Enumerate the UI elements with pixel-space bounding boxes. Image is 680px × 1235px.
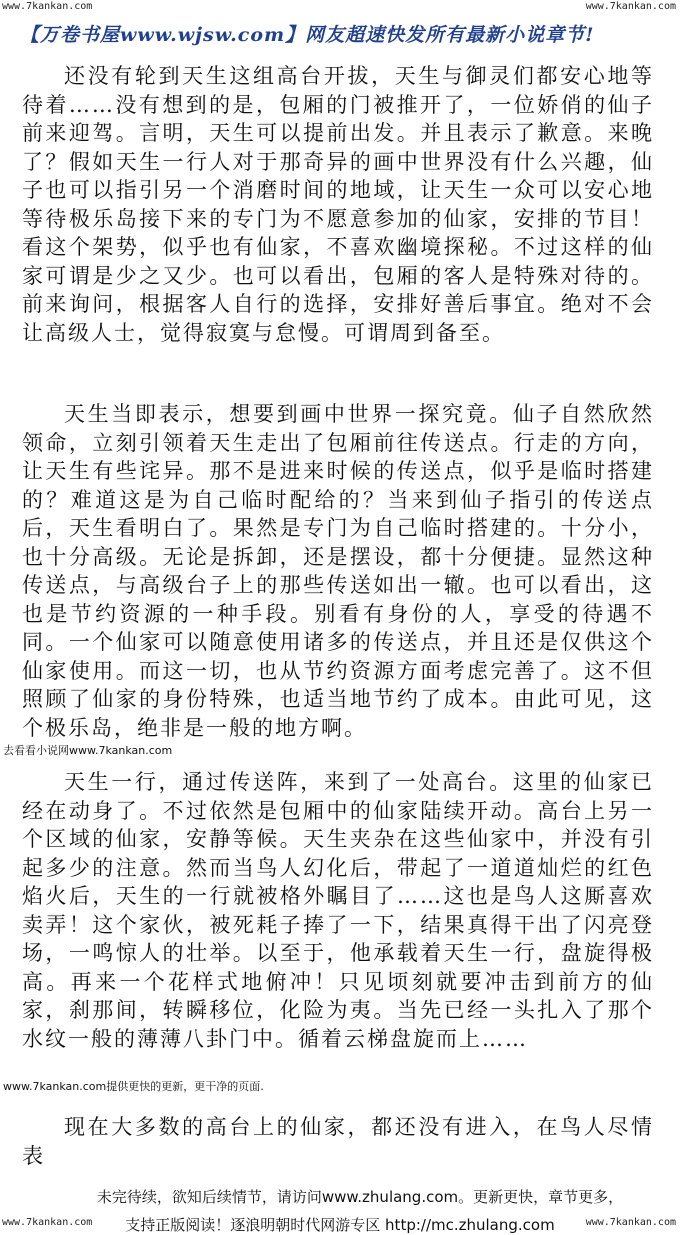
paragraph-2: 天生当即表示，想要到画中世界一探究竟。仙子自然欣然领命，立刻引领着天生走出了包厢前往传送点。行走的方向，让天生有些诧异。那不是进来时候的传送点，似乎是临时搭建的？难道这是为自己临时配给的？当来到仙子指引的传送点后，天生看明白了。果然是专门为自己临时搭建的。十分小，也十分高级。无论是拆卸，还是摆设，都十分便捷。显然这种传送点，与高级台子上的那些传送如出一辙。也可以看出，这也是节约资源的一种手段。别看有身份的人，享受的待遇不同。一个仙家可以随意使用诸多的传送点，并且还是仅供这个仙家使用。而这一切，也从节约资源方面考虑完善了。这不但照顾了仙家的身份特殊，也适当地节约了成本。由此可见，这个极乐岛，绝非是一般的地方啊。: [22, 402, 654, 740]
site-banner: 【万卷书屋www.wjsw.com】网友超速快发所有最新小说章节!: [20, 24, 595, 46]
footer-continue-note: 未完待续，欲知后续情节，请访问www.zhulang.com。更新更快，章节更多，: [96, 1188, 624, 1206]
paragraph-3: 天生一行，通过传送阵，来到了一处高台。这里的仙家已经在动身了。不过依然是包厢中的仙家陆续开动。高台上另一个区域的仙家，安静等候。天生夹杂在这些仙家中，并没有引起多少的注意。然而当鸟人幻化后，带起了一道道灿烂的红色焰火后，天生的一行就被格外瞩目了……这也是鸟人这厮喜欢卖弄！这个家伙，被死耗子捧了一下，结果真得干出了闪亮登场，一鸣惊人的壮举。以至于，他承载着天生一行，盘旋得极高。再来一个花样式地俯冲！只见顷刻就要冲击到前方的仙家，刹那间，转瞬移位，化险为夷。当先已经一头扎入了那个水纹一般的薄薄八卦门中。循着云梯盘旋而上……: [22, 770, 654, 1051]
watermark-bottom-right: www.7kankan.com: [585, 1217, 676, 1228]
paragraph-4: 现在大多数的高台上的仙家，都还没有进入，在鸟人尽情表: [22, 1115, 654, 1168]
footer-support-link[interactable]: 支持正版阅读！逐浪明朝时代网游专区 http://mc.zhulang.com: [125, 1216, 555, 1234]
inline-site-note[interactable]: www.7kankan.com提供更快的更新，更干净的页面.: [3, 1080, 264, 1093]
paragraph-1: 还没有轮到天生这组高台开拔，天生与御灵们都安心地等待着……没有想到的是，包厢的门被推开了，一位娇俏的仙子前来迎驾。言明，天生可以提前出发。并且表示了歉意。来晚了？假如天生一行人对于那奇异的画中世界没有什么兴趣，仙子也可以指引另一个消磨时间的地域，让天生一众可以安心地等待极乐岛接下来的专门为不愿意参加的仙家，安排的节目！看这个架势，似乎也有仙家，不喜欢幽境探秘。不过这样的仙家可谓是少之又少。也可以看出，包厢的客人是特殊对待的。前来询问，根据客人自行的选择，安排好善后事宜。绝对不会让高级人士，觉得寂寞与怠慢。可谓周到备至。: [22, 64, 654, 345]
watermark-top-right: www.7kankan.com: [585, 1, 676, 12]
inline-site-note[interactable]: 去看看小说网www.7kankan.com: [3, 744, 173, 757]
watermark-top-left: www.7kankan.com: [2, 1, 93, 12]
watermark-bottom-left: www.7kankan.com: [2, 1217, 93, 1228]
